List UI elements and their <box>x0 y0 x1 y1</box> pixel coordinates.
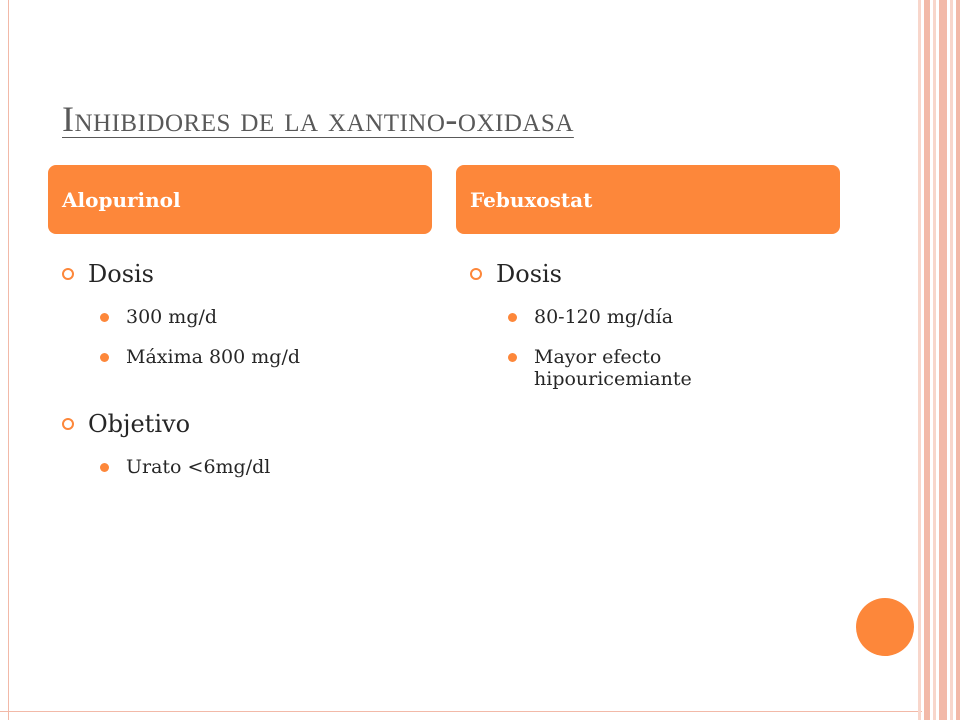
column-header-febuxostat: Febuxostat <box>456 165 840 234</box>
section-heading <box>470 258 850 290</box>
dot-bullet-icon <box>100 463 109 472</box>
ring-bullet-icon <box>62 418 74 430</box>
list-item <box>508 306 850 328</box>
section-heading-text: Dosis <box>88 260 154 288</box>
stripe <box>950 0 953 720</box>
dot-bullet-icon <box>100 313 109 322</box>
list-item-text: 300 mg/d <box>126 306 218 328</box>
stripe <box>918 0 921 720</box>
decorative-stripes <box>918 0 960 720</box>
list-item <box>100 456 442 478</box>
section-heading <box>62 258 442 290</box>
stripe <box>924 0 930 720</box>
stripe <box>956 0 960 720</box>
ring-bullet-icon <box>62 268 74 280</box>
list-item <box>100 346 442 368</box>
column-header-alopurinol: Alopurinol <box>48 165 432 234</box>
decorative-circle <box>856 598 914 656</box>
list-item-text: Mayor efecto hipouricemiante <box>534 346 692 390</box>
section-heading-text: Objetivo <box>88 410 191 438</box>
list-item-text: 80-120 mg/día <box>534 306 674 328</box>
ring-bullet-icon <box>470 268 482 280</box>
stripe <box>933 0 936 720</box>
slide-title: Inhibidores de la xantino-oxidasa <box>62 99 574 139</box>
list-item <box>100 306 442 328</box>
frame-bottom-border <box>0 711 922 720</box>
list-item <box>508 346 764 390</box>
section-heading <box>62 408 442 440</box>
stripe <box>939 0 947 720</box>
section-heading-text: Dosis <box>496 260 562 288</box>
dot-bullet-icon <box>100 353 109 362</box>
dot-bullet-icon <box>508 353 517 362</box>
frame-left-border <box>0 0 9 720</box>
list-item-text: Urato <6mg/dl <box>126 456 271 478</box>
list-item-text: Máxima 800 mg/d <box>126 346 301 368</box>
dot-bullet-icon <box>508 313 517 322</box>
column-alopurinol <box>62 258 442 478</box>
column-febuxostat <box>470 258 850 390</box>
